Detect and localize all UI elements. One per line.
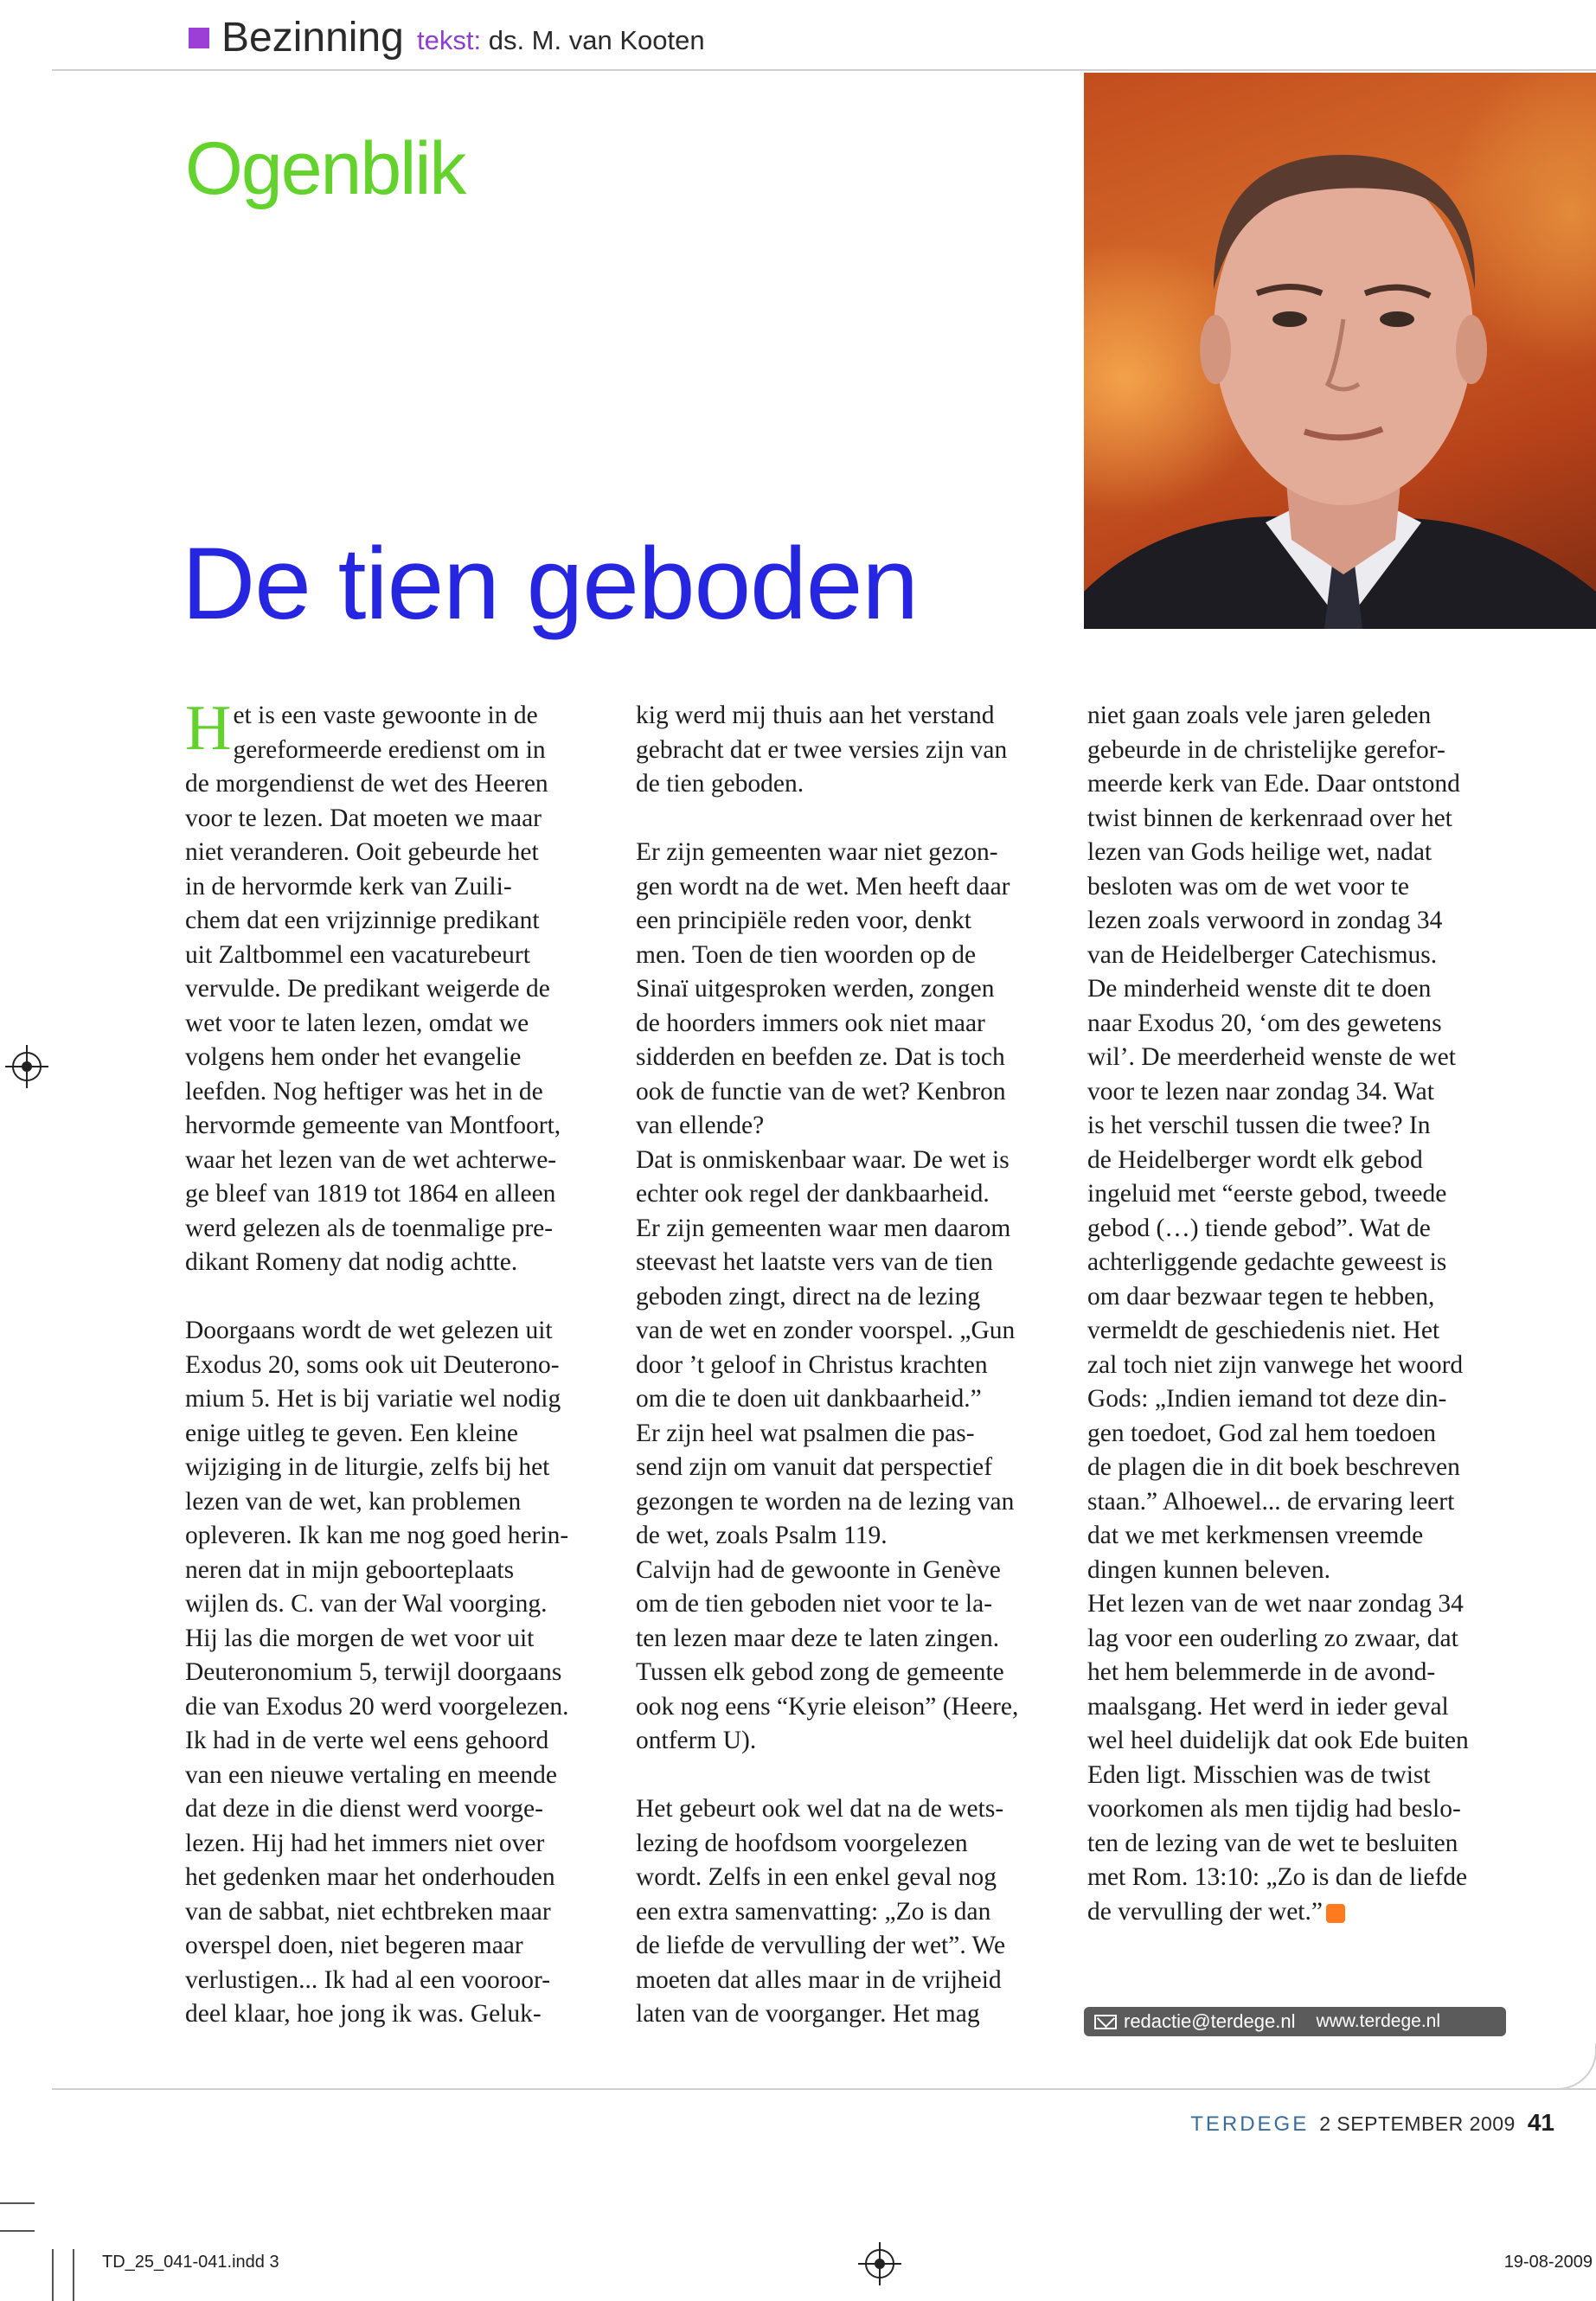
text-line: een principiële reden voor, denkt — [636, 907, 971, 934]
section-label: Bezinning — [221, 15, 404, 61]
text-line: dingen kunnen beleven. — [1087, 1555, 1330, 1584]
text-line: Dat is onmiskenbaar waar. De wet is — [636, 1145, 1010, 1174]
text-line: opleveren. Ik kan me nog goed herin- — [185, 1522, 569, 1549]
article-title: De tien geboden — [182, 527, 919, 641]
contact-website-link[interactable]: www.terdege.nl — [1316, 2011, 1441, 2031]
paragraph — [185, 1314, 618, 2032]
text-line: dat we met kerkmensen vreemde — [1087, 1522, 1424, 1549]
text-line: steevast het laatste vers van de tien — [636, 1248, 993, 1276]
text-line: De minderheid wenste dit te doen — [1087, 975, 1432, 1003]
text-line: Het lezen van de wet naar zondag 34 — [1087, 1590, 1464, 1618]
text-line: ten de lezing van de wet te besluiten — [1087, 1829, 1458, 1857]
section-marker — [189, 28, 209, 48]
text-line: van een nieuwe vertaling en meende — [185, 1760, 558, 1789]
text-line: gen toedoet, God zal hem toedoen — [1087, 1419, 1437, 1447]
text-line: voor te lezen. Dat moeten we maar — [185, 804, 542, 832]
text-line: chem dat een vrijzinnige predikant — [185, 907, 540, 934]
text-line: lezen van Gods heilige wet, nadat — [1087, 838, 1433, 866]
text-line: Exodus 20, soms ook uit Deuterono- — [185, 1350, 560, 1379]
paragraph — [1087, 699, 1520, 1587]
text-line: lezen. Hij had het immers niet over — [185, 1829, 545, 1857]
text-line: niet veranderen. Ooit gebeurde het — [185, 838, 539, 866]
text-line: neren dat in mijn geboorteplaats — [185, 1555, 515, 1584]
text-line: besloten was om de wet voor te — [1087, 872, 1409, 901]
text-line: wijziging in de liturgie, zelfs bij het — [185, 1453, 550, 1481]
footer-corner — [1557, 2043, 1596, 2090]
text-line: het gedenken maar het onderhouden — [185, 1863, 555, 1891]
text-line: waar het lezen van de wet achterwe- — [185, 1145, 557, 1174]
text-line: die van Exodus 20 werd voorgelezen. — [185, 1692, 569, 1721]
text-line: wel heel duidelijk dat ook Ede buiten — [1087, 1727, 1469, 1754]
paragraph — [185, 693, 618, 1280]
page-number: 41 — [1527, 2109, 1554, 2136]
text-line: kig werd mij thuis aan het verstand — [636, 702, 995, 729]
text-line: ingeluid met “eerste gebod, tweede — [1087, 1180, 1447, 1208]
text-line: Het gebeurt ook wel dat na de wets- — [636, 1795, 1004, 1823]
text-line: gebracht dat er twee versies zijn van — [636, 735, 1008, 764]
text-line: Sinaï uitgesproken werden, zongen — [636, 975, 995, 1003]
text-line: is het verschil tussen die twee? In — [1087, 1112, 1431, 1139]
text-line: deel klaar, hoe jong ik was. Geluk- — [185, 2000, 542, 2028]
footer-rule — [52, 2088, 1596, 2090]
text-line: niet gaan zoals vele jaren geleden — [1087, 702, 1432, 729]
text-line: lezen zoals verwoord in zondag 34 — [1087, 907, 1443, 934]
paragraph — [636, 1554, 1068, 1759]
text-line: wijlen ds. C. van der Wal voorging. — [185, 1590, 548, 1618]
text-line: ontferm U). — [636, 1727, 757, 1754]
text-line: leefden. Nog heftiger was het in de — [185, 1077, 543, 1106]
text-line: Er zijn gemeenten waar niet gezon- — [636, 838, 998, 866]
text-line: lezen van de wet, kan problemen — [185, 1487, 522, 1516]
text-line: geboden zingt, direct na de lezing — [636, 1282, 981, 1311]
text-line: staan.” Alhoewel... de ervaring leert — [1087, 1487, 1455, 1516]
text-line: de tien geboden. — [636, 770, 804, 798]
text-line: een extra samenvatting: „Zo is dan — [636, 1897, 991, 1926]
paragraph — [636, 1417, 1068, 1554]
text-line: uit Zaltbommel een vacaturebeurt — [185, 940, 530, 969]
text-line: vervulde. De predikant weigerde de — [185, 975, 550, 1003]
text-line: werd gelezen als de toenmalige pre- — [185, 1214, 554, 1242]
text-line: van ellende? — [636, 1112, 765, 1139]
text-line: volgens hem onder het evangelie — [185, 1043, 522, 1071]
text-line: Er zijn heel wat psalmen die pas- — [636, 1419, 975, 1447]
text-line: wet voor te laten lezen, omdat we — [185, 1009, 529, 1037]
contact-email-link[interactable]: redactie@terdege.nl — [1124, 2010, 1296, 2032]
text-line: om de tien geboden niet voor te la- — [636, 1590, 993, 1618]
contact-bar — [1084, 2007, 1506, 2036]
text-line: overspel doen, niet begeren maar — [185, 1932, 523, 1959]
text-line: met Rom. 13:10: „Zo is dan de liefde — [1087, 1863, 1468, 1891]
issue-date: 2 SEPTEMBER 2009 — [1319, 2112, 1516, 2135]
column-3 — [1087, 699, 1520, 1929]
text-line: hervormde gemeente van Montfoort, — [185, 1112, 561, 1139]
text-line: gebod (…) tiende gebod”. Wat de — [1087, 1214, 1431, 1242]
text-line: et is een vaste gewoonte in de — [233, 702, 538, 729]
text-line: lag voor een ouderling zo zwaar, dat — [1087, 1624, 1458, 1652]
text-line: de liefde de vervulling der wet”. We — [636, 1932, 1006, 1959]
text-line: laten van de voorganger. Het mag — [636, 2000, 980, 2028]
column-1 — [185, 693, 618, 2032]
text-line: Ik had in de verte wel eens gehoord — [185, 1727, 549, 1754]
byline-label: tekst: — [417, 25, 482, 55]
text-line: de wet, zoals Psalm 119. — [636, 1522, 888, 1549]
text-line: het hem belemmerde in de avond- — [1087, 1658, 1436, 1686]
text-line: van de Heidelberger Catechismus. — [1087, 940, 1438, 969]
text-line: lezing de hoofdsom voorgelezen — [636, 1829, 968, 1857]
text-line: gen wordt na de wet. Men heeft daar — [636, 872, 1010, 901]
text-line: achterliggende gedachte geweest is — [1087, 1248, 1447, 1276]
text-line: moeten dat alles maar in de vrijheid — [636, 1965, 1002, 1994]
text-line: ten lezen maar deze te laten zingen. — [636, 1624, 1000, 1652]
crop-mark — [0, 2202, 35, 2204]
text-line: de Heidelberger wordt elk gebod — [1087, 1145, 1423, 1174]
text-line: sidderden en beefden ze. Dat is toch — [636, 1043, 1005, 1071]
crop-mark — [73, 2249, 74, 2301]
text-line: enige uitleg te geven. Een kleine — [185, 1419, 518, 1447]
text-line: voorkomen als men tijdig had beslo- — [1087, 1795, 1461, 1823]
text-line: maalsgang. Het werd in ieder geval — [1087, 1692, 1449, 1721]
text-line: Er zijn gemeenten waar men daarom — [636, 1214, 1011, 1242]
text-line: echter ook regel der dankbaarheid. — [636, 1180, 990, 1208]
slug-date: 19-08-2009 — [1503, 2253, 1593, 2272]
text-line: ook de functie van de wet? Kenbron — [636, 1077, 1006, 1106]
text-line: meerde kerk van Ede. Daar ontstond — [1087, 770, 1460, 798]
text-line: om die te doen uit dankbaarheid.” — [636, 1385, 982, 1413]
text-line — [1087, 1895, 1520, 1930]
text-line: gezongen te worden na de lezing van — [636, 1487, 1015, 1516]
byline — [417, 22, 705, 59]
text-line: ook nog eens “Kyrie eleison” (Heere, — [636, 1692, 1019, 1721]
text-line: Gods: „Indien iemand tot deze din- — [1087, 1385, 1447, 1413]
text-line-content: de vervulling der wet.” — [1087, 1897, 1323, 1926]
paragraph — [1087, 1587, 1520, 1929]
portrait-photo-icon — [1084, 73, 1596, 629]
text-line: dat deze in die dienst werd voorge- — [185, 1795, 543, 1823]
text-line: verlustigen... Ik had al een vooroor- — [185, 1965, 551, 1994]
text-line: men. Toen de tien woorden op de — [636, 940, 977, 969]
text-line: de plagen die in dit boek beschreven — [1087, 1453, 1460, 1481]
text-line: ge bleef van 1819 tot 1864 en alleen — [185, 1180, 556, 1208]
registration-mark-icon — [865, 2249, 894, 2279]
text-line: om daar bezwaar tegen te hebben, — [1087, 1282, 1435, 1311]
paragraph — [636, 1792, 1068, 2032]
slug-filename: TD_25_041-041.indd 3 — [102, 2253, 279, 2272]
text-line: Deuteronomium 5, terwijl doorgaans — [185, 1658, 562, 1686]
text-line: van de sabbat, niet echtbreken maar — [185, 1897, 551, 1926]
text-line: door ’t geloof in Christus krachten — [636, 1350, 988, 1379]
text-line: mium 5. Het is bij variatie wel nodig — [185, 1385, 561, 1413]
text-line: twist binnen de kerkenraad over het — [1087, 804, 1452, 832]
text-line: de hoorders immers ook niet maar — [636, 1009, 985, 1037]
byline-author: ds. M. van Kooten — [488, 25, 705, 55]
text-line: vermeldt de geschiedenis niet. Het — [1087, 1317, 1440, 1344]
crop-mark — [52, 2249, 54, 2301]
drop-cap: H — [185, 693, 232, 764]
magazine-name: TERDEGE — [1190, 2112, 1310, 2136]
text-line: Calvijn had de gewoonte in Genève — [636, 1555, 1001, 1584]
text-line: Eden ligt. Misschien was de twist — [1087, 1760, 1431, 1789]
registration-mark-icon — [12, 1052, 42, 1081]
text-line: Tussen elk gebod zong de gemeente — [636, 1658, 1004, 1686]
text-line: voor te lezen naar zondag 34. Wat — [1087, 1077, 1434, 1106]
text-line: dikant Romeny dat nodig achtte. — [185, 1248, 518, 1276]
paragraph — [636, 836, 1068, 1144]
text-line: send zijn om vanuit dat perspectief — [636, 1453, 993, 1481]
text-line: naar Exodus 20, ‘om des gewetens — [1087, 1009, 1442, 1037]
text-line: Doorgaans wordt de wet gelezen uit — [185, 1317, 553, 1344]
paragraph — [636, 1144, 1068, 1417]
paragraph — [636, 699, 1068, 802]
text-line: de morgendienst de wet des Heeren — [185, 770, 548, 798]
crop-mark — [0, 2230, 35, 2232]
page-folio — [1190, 2107, 1554, 2143]
header-rule — [52, 69, 1596, 71]
text-line: wordt. Zelfs in een enkel geval nog — [636, 1863, 997, 1891]
author-portrait — [1084, 73, 1596, 629]
text-line: gebeurde in de christelijke gerefor- — [1087, 735, 1445, 764]
text-line: gereformeerde eredienst om in — [233, 735, 546, 764]
end-mark-icon — [1326, 1904, 1345, 1923]
column-2 — [636, 699, 1068, 2032]
text-line: van de wet en zonder voorspel. „Gun — [636, 1317, 1016, 1344]
text-line: in de hervormde kerk van Zuili- — [185, 872, 512, 901]
text-line: Hij las die morgen de wet voor uit — [185, 1624, 535, 1652]
text-line: zal toch niet zijn vanwege het woord — [1087, 1350, 1464, 1379]
envelope-icon — [1094, 2015, 1117, 2029]
text-line: wil’. De meerderheid wenste de wet — [1087, 1043, 1456, 1071]
article-overline: Ogenblik — [185, 127, 465, 210]
